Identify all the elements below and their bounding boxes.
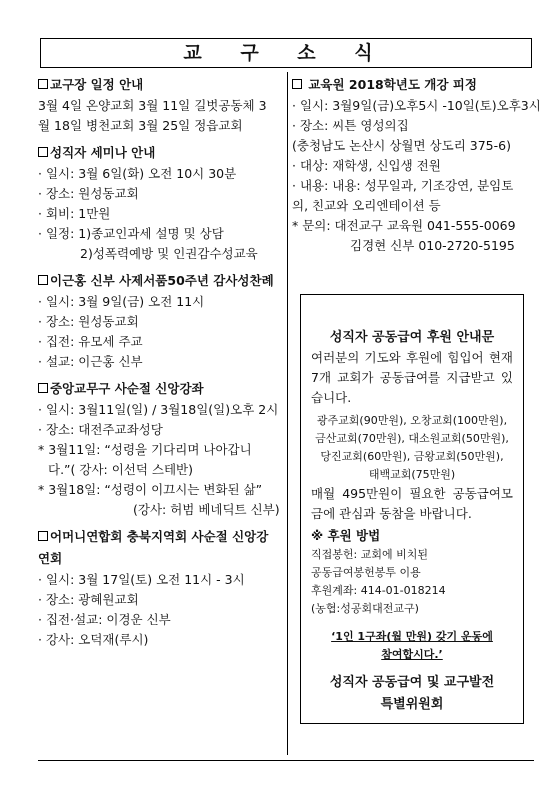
text-line: · 일시: 3월11일(일) / 3월18일(일)오후 2시 bbox=[38, 402, 279, 417]
checkbox-square-icon bbox=[38, 275, 48, 285]
section-heading: 교구장 일정 안내 bbox=[38, 74, 288, 96]
text-line: * 문의: 대전교구 교육원 041-555-0069 bbox=[292, 218, 516, 233]
section-mothers-union bbox=[38, 526, 288, 650]
support-text-2: 매월 495만원이 필요한 공동급여모금에 관심과 동참을 바랍니다. bbox=[311, 486, 513, 521]
text-line: * 3월18일: “성령이 이끄시는 변화된 삶” bbox=[38, 482, 263, 497]
campaign-line: ‘1인 1구좌(월 만원) 갖기 운동에 bbox=[331, 630, 493, 643]
text-line: · 내용: 내용: 성무일과, 기조강연, 분임토 bbox=[292, 178, 514, 193]
text-line: · 장소: 원성동교회 bbox=[38, 186, 139, 201]
text-line: 월 18일 병천교회 3월 25일 정읍교회 bbox=[38, 118, 243, 133]
text-line: · 일시: 3월 17일(토) 오전 11시 - 3시 bbox=[38, 572, 245, 587]
text-line: · 장소: 원성동교회 bbox=[38, 314, 139, 329]
text-line: · 설교: 이근홍 신부 bbox=[38, 354, 143, 369]
text-line: · 일시: 3월 6일(화) 오전 10시 30분 bbox=[38, 166, 237, 181]
section-lent-lecture bbox=[38, 378, 288, 520]
text-line: (강사: 허범 베네딕트 신부) bbox=[133, 502, 280, 517]
church-list-line: 금산교회(70만원), 대소원교회(50만원), bbox=[315, 432, 509, 445]
section-heading: 교육원 2018학년도 개강 피정 bbox=[292, 74, 540, 96]
checkbox-square-icon bbox=[38, 383, 48, 393]
text-line: · 대상: 재학생, 신입생 전원 bbox=[292, 158, 441, 173]
bottom-rule bbox=[38, 760, 534, 761]
left-column bbox=[38, 74, 288, 650]
church-list-line: 당진교회(60만원), 금왕교회(50만원), bbox=[320, 450, 504, 463]
text-line: 3월 4일 온양교회 3월 11일 길벗공동체 3 bbox=[38, 98, 267, 113]
text-line: · 집전·설교: 이경운 신부 bbox=[38, 612, 171, 627]
support-title: 성직자 공동급여 후원 안내문 bbox=[329, 330, 495, 345]
text-line: 의, 친교와 오리엔테이션 등 bbox=[292, 198, 441, 213]
church-list-line: 태백교회(75만원) bbox=[368, 468, 456, 481]
text-line: · 회비: 1만원 bbox=[38, 206, 111, 221]
text-line: 다.”( 강사: 이선덕 스테반) bbox=[48, 462, 194, 477]
method-line: (농협:성공회대전교구) bbox=[311, 602, 419, 615]
method-line: 후원계좌: 414-01-018214 bbox=[311, 584, 446, 597]
section-heading: 중앙교무구 사순절 신앙강좌 bbox=[38, 378, 288, 400]
support-text: 여러분의 기도와 후원에 힘입어 현재 7개 교회가 공동급여를 지급받고 있습니다. bbox=[311, 350, 513, 405]
checkbox-square-icon bbox=[38, 531, 48, 541]
checkbox-square-icon bbox=[38, 147, 48, 157]
section-ordination-anniversary bbox=[38, 270, 288, 372]
right-column bbox=[292, 74, 540, 256]
text-line: · 집전: 유모세 주교 bbox=[38, 334, 143, 349]
committee-name: 성직자 공동급여 및 교구발전 bbox=[329, 675, 495, 690]
page-title: 교 구 소 식 bbox=[40, 38, 532, 68]
text-line: (충청남도 논산시 상월면 상도리 375-6) bbox=[292, 138, 511, 153]
support-method-title: ※ 후원 방법 bbox=[311, 528, 381, 543]
committee-name: 특별위원회 bbox=[380, 697, 444, 712]
checkbox-square-icon bbox=[292, 79, 302, 89]
support-notice-box bbox=[300, 294, 524, 724]
section-heading: 이근홍 신부 사제서품50주년 감사성찬례 bbox=[38, 270, 288, 292]
method-line: 직접봉헌: 교회에 비치된 bbox=[311, 548, 428, 561]
method-line: 공동급여봉헌봉투 이용 bbox=[311, 566, 421, 579]
section-heading-cont: 연회 bbox=[38, 551, 63, 566]
checkbox-square-icon bbox=[38, 79, 48, 89]
section-heading: 어머니연합회 충북지역회 사순절 신앙강 bbox=[38, 526, 288, 548]
text-line: · 일정: 1)종교인과세 설명 및 상담 bbox=[38, 226, 224, 241]
campaign-line: 참여합시다.’ bbox=[381, 648, 443, 661]
text-line: · 장소: 씨튼 영성의집 bbox=[292, 118, 409, 133]
text-line: · 강사: 오덕재(루시) bbox=[38, 632, 149, 647]
section-bishop-schedule bbox=[38, 74, 288, 136]
text-line: * 3월11일: “성령을 기다리며 나아갑니 bbox=[38, 442, 252, 457]
text-line: · 장소: 광혜원교회 bbox=[38, 592, 139, 607]
text-line: · 장소: 대전주교좌성당 bbox=[38, 422, 163, 437]
section-clergy-seminar bbox=[38, 142, 288, 264]
section-heading: 성직자 세미나 안내 bbox=[38, 142, 288, 164]
church-list-line: 광주교회(90만원), 오창교회(100만원), bbox=[316, 414, 508, 427]
section-education-retreat bbox=[292, 74, 540, 256]
text-line: 2)성폭력예방 및 인권감수성교육 bbox=[80, 246, 258, 261]
text-line: · 일시: 3월 9일(금) 오전 11시 bbox=[38, 294, 205, 309]
text-line: · 일시: 3월9일(금)오후5시 -10일(토)오후3시 bbox=[292, 98, 541, 113]
text-line: 김경현 신부 010-2720-5195 bbox=[350, 238, 515, 253]
